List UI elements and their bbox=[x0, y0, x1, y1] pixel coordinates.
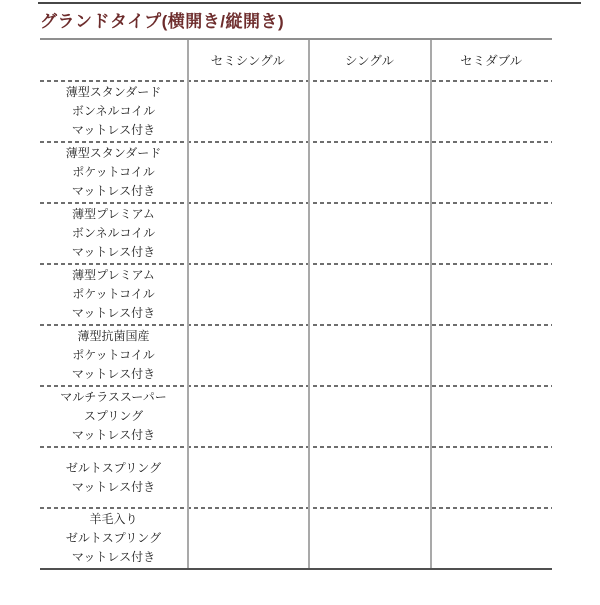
table-row bbox=[40, 265, 552, 324]
row-label bbox=[40, 82, 187, 141]
row-label bbox=[40, 448, 187, 507]
row-label bbox=[40, 265, 187, 324]
row-label-line: 薄型スタンダード bbox=[65, 85, 162, 99]
cell-single bbox=[309, 387, 431, 446]
cell-single bbox=[309, 204, 431, 263]
row-label bbox=[40, 204, 187, 263]
cell-semi-single bbox=[187, 509, 309, 568]
cell-single bbox=[309, 143, 431, 202]
row-label-line: マットレス付き bbox=[71, 245, 156, 259]
row-label-line: 薄型プレミアム bbox=[72, 207, 155, 221]
cell-semi-double bbox=[430, 448, 552, 507]
row-label-line: マットレス付き bbox=[71, 428, 156, 442]
cell-semi-double bbox=[430, 143, 552, 202]
row-label-line: 羊毛入り bbox=[89, 512, 138, 526]
top-rule bbox=[38, 2, 581, 4]
cell-single bbox=[309, 265, 431, 324]
header-empty-cell bbox=[40, 40, 187, 80]
table-row bbox=[40, 509, 552, 568]
header-semi-single: セミシングル bbox=[210, 54, 285, 68]
row-label bbox=[40, 387, 187, 446]
cell-semi-double bbox=[430, 326, 552, 385]
cell-semi-single bbox=[187, 326, 309, 385]
row-label-line: ポケットコイル bbox=[72, 165, 155, 179]
cell-semi-double bbox=[430, 387, 552, 446]
row-label bbox=[40, 143, 187, 202]
row-label-line: ゼルトスプリング bbox=[65, 531, 162, 545]
cell-semi-double bbox=[430, 509, 552, 568]
cell-semi-double bbox=[430, 82, 552, 141]
row-label-line: マットレス付き bbox=[71, 123, 156, 137]
row-label-line: ポケットコイル bbox=[72, 348, 155, 362]
column-divider bbox=[308, 40, 310, 568]
cell-single bbox=[309, 509, 431, 568]
row-label-line: マットレス付き bbox=[71, 550, 156, 564]
row-label-line: ゼルトスプリング bbox=[65, 460, 162, 475]
page-title: グランドタイプ(横開き/縦開き) bbox=[40, 12, 285, 31]
row-label-line: 薄型抗菌国産 bbox=[77, 329, 150, 343]
cell-semi-double bbox=[430, 265, 552, 324]
cell-single bbox=[309, 82, 431, 141]
row-label-line: ボンネルコイル bbox=[71, 104, 156, 118]
table-row bbox=[40, 448, 552, 507]
cell-semi-single bbox=[187, 448, 309, 507]
row-label bbox=[40, 326, 187, 385]
header-single: シングル bbox=[344, 54, 395, 68]
cell-semi-single bbox=[187, 387, 309, 446]
row-label bbox=[40, 509, 187, 568]
table-row bbox=[40, 387, 552, 446]
column-divider bbox=[187, 40, 189, 568]
table-row bbox=[40, 82, 552, 141]
cell-semi-single bbox=[187, 143, 309, 202]
row-label-line: 薄型スタンダード bbox=[65, 146, 162, 160]
header-semi-double: セミダブル bbox=[460, 54, 523, 68]
table-row bbox=[40, 143, 552, 202]
cell-semi-single bbox=[187, 204, 309, 263]
cell-single bbox=[309, 448, 431, 507]
row-label-line: マットレス付き bbox=[71, 479, 156, 494]
cell-single bbox=[309, 326, 431, 385]
row-label-line: スプリング bbox=[83, 409, 144, 423]
mattress-size-table bbox=[40, 38, 552, 570]
row-label-line: ボンネルコイル bbox=[71, 226, 156, 240]
cell-semi-single bbox=[187, 82, 309, 141]
row-label-line: マットレス付き bbox=[71, 306, 156, 320]
table-row bbox=[40, 326, 552, 385]
row-label-line: 薄型プレミアム bbox=[72, 268, 155, 282]
row-label-line: マットレス付き bbox=[71, 184, 156, 198]
row-label-line: ポケットコイル bbox=[72, 287, 155, 301]
row-label-line: マルチラススーパー bbox=[60, 390, 167, 404]
table-row bbox=[40, 204, 552, 263]
cell-semi-double bbox=[430, 204, 552, 263]
table-header-row bbox=[40, 40, 552, 80]
cell-semi-single bbox=[187, 265, 309, 324]
row-label-line: マットレス付き bbox=[71, 367, 156, 381]
column-divider bbox=[430, 40, 432, 568]
